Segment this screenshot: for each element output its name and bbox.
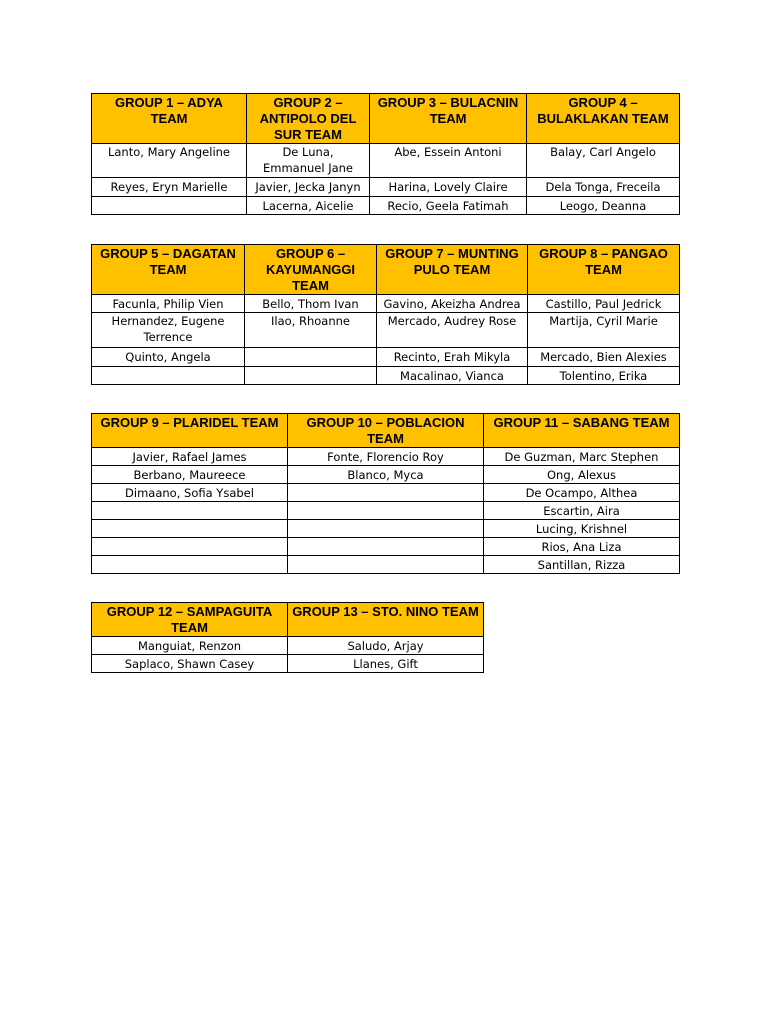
member-cell: Ilao, Rhoanne	[245, 313, 377, 348]
member-cell: Recio, Geela Fatimah	[370, 197, 527, 215]
member-cell: Saplaco, Shawn Casey	[92, 655, 288, 673]
table-row	[92, 484, 680, 502]
member-cell: Escartin, Aira	[484, 502, 680, 520]
member-cell	[92, 502, 288, 520]
table-row	[92, 197, 680, 215]
groups-9-11-table	[91, 413, 680, 574]
group-header: GROUP 11 – SABANG TEAM	[484, 414, 680, 448]
group-header: GROUP 1 – ADYA TEAM	[92, 94, 247, 144]
member-cell: Recinto, Erah Mikyla	[377, 348, 528, 367]
member-cell: De Ocampo, Althea	[484, 484, 680, 502]
member-cell: Blanco, Myca	[288, 466, 484, 484]
table-row	[92, 295, 680, 313]
member-cell: Manguiat, Renzon	[92, 637, 288, 655]
member-cell: Mercado, Audrey Rose	[377, 313, 528, 348]
member-cell	[92, 556, 288, 574]
member-cell: Gavino, Akeizha Andrea	[377, 295, 528, 313]
member-cell: Reyes, Eryn Marielle	[92, 178, 247, 197]
table-row	[92, 178, 680, 197]
member-cell	[245, 367, 377, 385]
member-cell: Hernandez, Eugene Terrence	[92, 313, 245, 348]
group-header: GROUP 2 – ANTIPOLO DEL SUR TEAM	[247, 94, 370, 144]
member-cell: Mercado, Bien Alexies	[528, 348, 680, 367]
member-cell: Berbano, Maureece	[92, 466, 288, 484]
member-cell	[245, 348, 377, 367]
group-header: GROUP 3 – BULACNIN TEAM	[370, 94, 527, 144]
table-row	[92, 655, 484, 673]
groups-5-8-table	[91, 244, 680, 385]
group-header: GROUP 10 – POBLACION TEAM	[288, 414, 484, 448]
member-cell: Rios, Ana Liza	[484, 538, 680, 556]
member-cell: Dela Tonga, Freceila	[527, 178, 680, 197]
table-row	[92, 637, 484, 655]
member-cell: Lanto, Mary Angeline	[92, 144, 247, 178]
member-cell	[288, 556, 484, 574]
member-cell: Javier, Rafael James	[92, 448, 288, 466]
member-cell	[288, 538, 484, 556]
member-cell	[92, 538, 288, 556]
group-header: GROUP 7 – MUNTING PULO TEAM	[377, 245, 528, 295]
member-cell: Bello, Thom Ivan	[245, 295, 377, 313]
table-row	[92, 502, 680, 520]
group-header: GROUP 9 – PLARIDEL TEAM	[92, 414, 288, 448]
member-cell	[92, 197, 247, 215]
table-row	[92, 520, 680, 538]
member-cell: De Guzman, Marc Stephen	[484, 448, 680, 466]
member-cell: Harina, Lovely Claire	[370, 178, 527, 197]
table-row	[92, 538, 680, 556]
member-cell: Tolentino, Erika	[528, 367, 680, 385]
member-cell	[288, 502, 484, 520]
member-cell: Javier, Jecka Janyn	[247, 178, 370, 197]
member-cell: Santillan, Rizza	[484, 556, 680, 574]
member-cell: Dimaano, Sofia Ysabel	[92, 484, 288, 502]
table-row	[92, 313, 680, 348]
group-header: GROUP 12 – SAMPAGUITA TEAM	[92, 603, 288, 637]
groups-12-13-table	[91, 602, 484, 673]
table-header-row	[92, 414, 680, 448]
member-cell: Llanes, Gift	[288, 655, 484, 673]
group-header: GROUP 6 – KAYUMANGGI TEAM	[245, 245, 377, 295]
table-header-row	[92, 603, 484, 637]
table-header-row	[92, 94, 680, 144]
member-cell	[92, 520, 288, 538]
table-header-row	[92, 245, 680, 295]
member-cell: Balay, Carl Angelo	[527, 144, 680, 178]
table-row	[92, 448, 680, 466]
member-cell	[92, 367, 245, 385]
group-header: GROUP 13 – STO. NINO TEAM	[288, 603, 484, 637]
group-header: GROUP 5 – DAGATAN TEAM	[92, 245, 245, 295]
groups-1-4-table	[91, 93, 680, 215]
member-cell: Lacerna, Aicelie	[247, 197, 370, 215]
member-cell: Macalinao, Vianca	[377, 367, 528, 385]
member-cell: Abe, Essein Antoni	[370, 144, 527, 178]
member-cell: Leogo, Deanna	[527, 197, 680, 215]
group-header: GROUP 4 – BULAKLAKAN TEAM	[527, 94, 680, 144]
table-row	[92, 367, 680, 385]
member-cell: Martija, Cyril Marie	[528, 313, 680, 348]
member-cell: Quinto, Angela	[92, 348, 245, 367]
table-row	[92, 466, 680, 484]
member-cell	[288, 520, 484, 538]
member-cell: Saludo, Arjay	[288, 637, 484, 655]
group-header: GROUP 8 – PANGAO TEAM	[528, 245, 680, 295]
member-cell: De Luna, Emmanuel Jane	[247, 144, 370, 178]
member-cell: Castillo, Paul Jedrick	[528, 295, 680, 313]
member-cell: Lucing, Krishnel	[484, 520, 680, 538]
table-row	[92, 556, 680, 574]
table-row	[92, 348, 680, 367]
table-row	[92, 144, 680, 178]
member-cell: Ong, Alexus	[484, 466, 680, 484]
member-cell: Fonte, Florencio Roy	[288, 448, 484, 466]
member-cell	[288, 484, 484, 502]
member-cell: Facunla, Philip Vien	[92, 295, 245, 313]
